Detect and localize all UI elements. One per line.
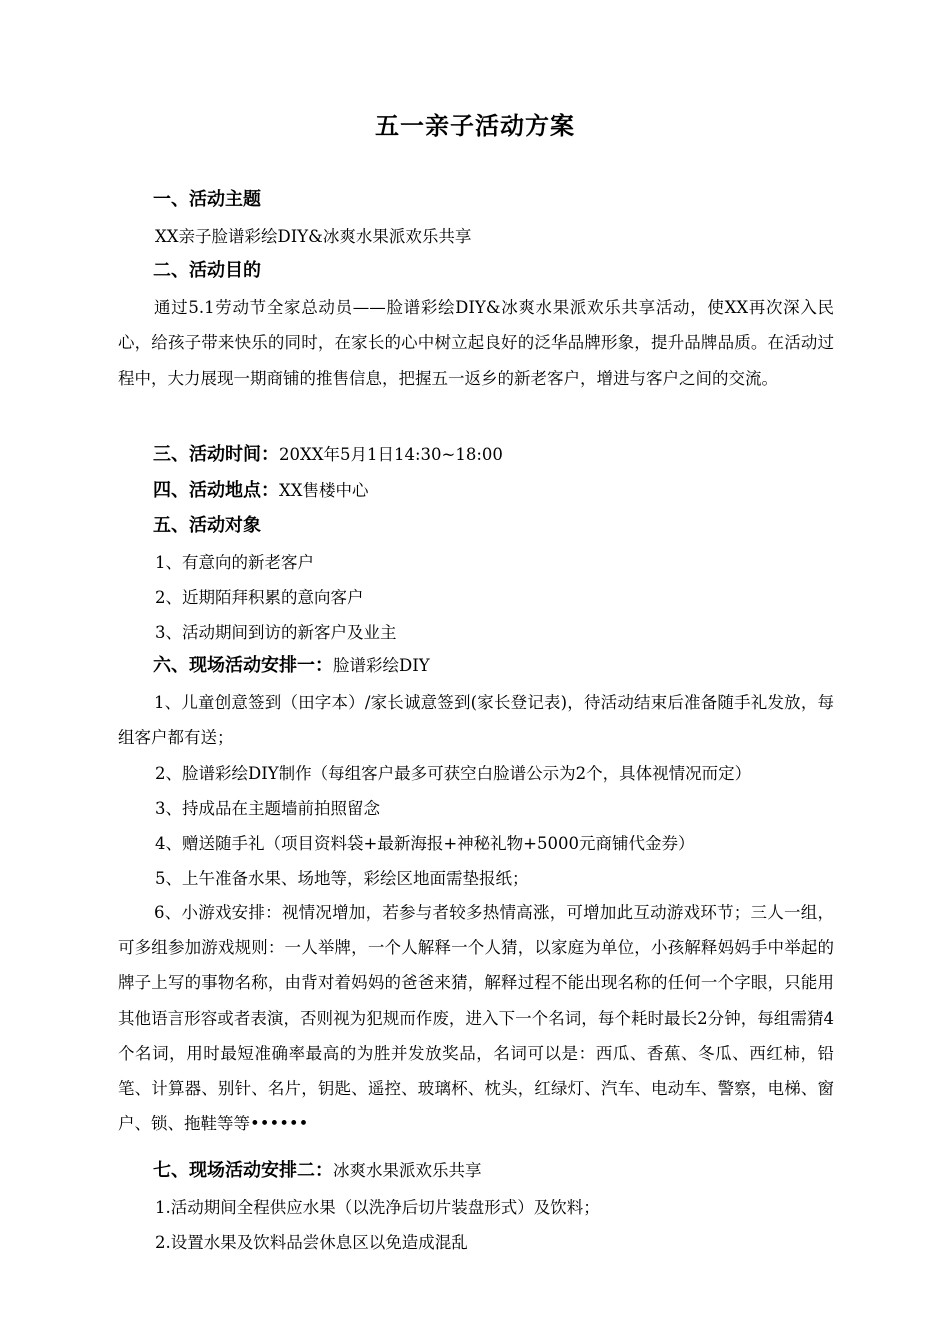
section-4-heading: 四、活动地点：: [153, 480, 279, 501]
section-1-heading: 一、活动主题: [153, 189, 261, 210]
section-7-item: 1.活动期间全程供应水果（以洗净后切片装盘形式）及饮料；: [155, 1198, 600, 1217]
section-6-row: [153, 652, 873, 680]
section-3-value: 20XX年5月1日14:30~18:00: [279, 445, 503, 464]
section-4-value: XX售楼中心: [279, 481, 369, 500]
section-7-item: 2.设置水果及饮料品尝休息区以免造成混乱: [155, 1233, 468, 1252]
section-6-item: 2、脸谱彩绘DIY制作（每组客户最多可获空白脸谱公示为2个，具体视情况而定）: [155, 764, 752, 783]
section-5-item: 2、近期陌拜积累的意向客户: [155, 588, 364, 607]
section-7-row: [153, 1157, 873, 1185]
section-6-heading: 六、现场活动安排一：: [153, 655, 333, 676]
section-3-heading: 三、活动时间：: [153, 444, 279, 465]
section-6-item: 3、持成品在主题墙前拍照留念: [155, 799, 380, 818]
section-6-item: 6、小游戏安排：视情况增加，若参与者较多热情高涨，可增加此互动游戏环节；三人一组，可多组参加游戏规则：一人举牌，一个人解释一个人猜，以家庭为单位，小孩解释妈妈手中举起的牌子上写的事物名称，由背对着妈妈的爸爸来猜，解释过程不能出现名称的任何一个字眼，只能用其他语言形容或者表演，否则视为犯规而作废，进入下一个名词，每个耗时最长2分钟，每组需猜4个名词，用时最短准确率最高的为胜并发放奖品，名词可以是：西瓜、香蕉、冬瓜、西红柿，铅笔、计算器、别针、名片，钥匙、遥控、玻璃杯、枕头，红绿灯、汽车、电动车、警察，电梯、窗户、锁、拖鞋等等••••••: [118, 903, 834, 1134]
section-6-item: 4、赠送随手礼（项目资料袋+最新海报+神秘礼物+5000元商铺代金券）: [155, 834, 695, 853]
section-5-item: 1、有意向的新老客户: [155, 553, 314, 572]
section-3-row: [153, 441, 873, 469]
section-5-item: 3、活动期间到访的新客户及业主: [155, 623, 397, 642]
section-6-item: 5、上午准备水果、场地等，彩绘区地面需垫报纸；: [155, 869, 529, 888]
section-1-text: XX亲子脸谱彩绘DIY&冰爽水果派欢乐共享: [155, 227, 472, 246]
section-5-heading: 五、活动对象: [153, 515, 261, 536]
section-2-paragraph: 通过5.1劳动节全家总动员——脸谱彩绘DIY&冰爽水果派欢乐共享活动，使XX再次深入民心，给孩子带来快乐的同时，在家长的心中树立起良好的泛华品牌形象，提升品牌品质。在活动过程中，大力展现一期商铺的推售信息，把握五一返乡的新老客户，增进与客户之间的交流。: [118, 298, 834, 388]
section-6-item: 1、儿童创意签到（田字本）/家长诚意签到(家长登记表)，待活动结束后准备随手礼发放，每组客户都有送；: [118, 693, 834, 748]
section-4-row: [153, 477, 873, 505]
document-title: 五一亲子活动方案: [375, 111, 575, 140]
section-2-heading: 二、活动目的: [153, 260, 261, 281]
section-6-value: 脸谱彩绘DIY: [333, 656, 430, 675]
section-7-heading: 七、现场活动安排二：: [153, 1160, 333, 1181]
section-7-value: 冰爽水果派欢乐共享: [333, 1161, 482, 1180]
